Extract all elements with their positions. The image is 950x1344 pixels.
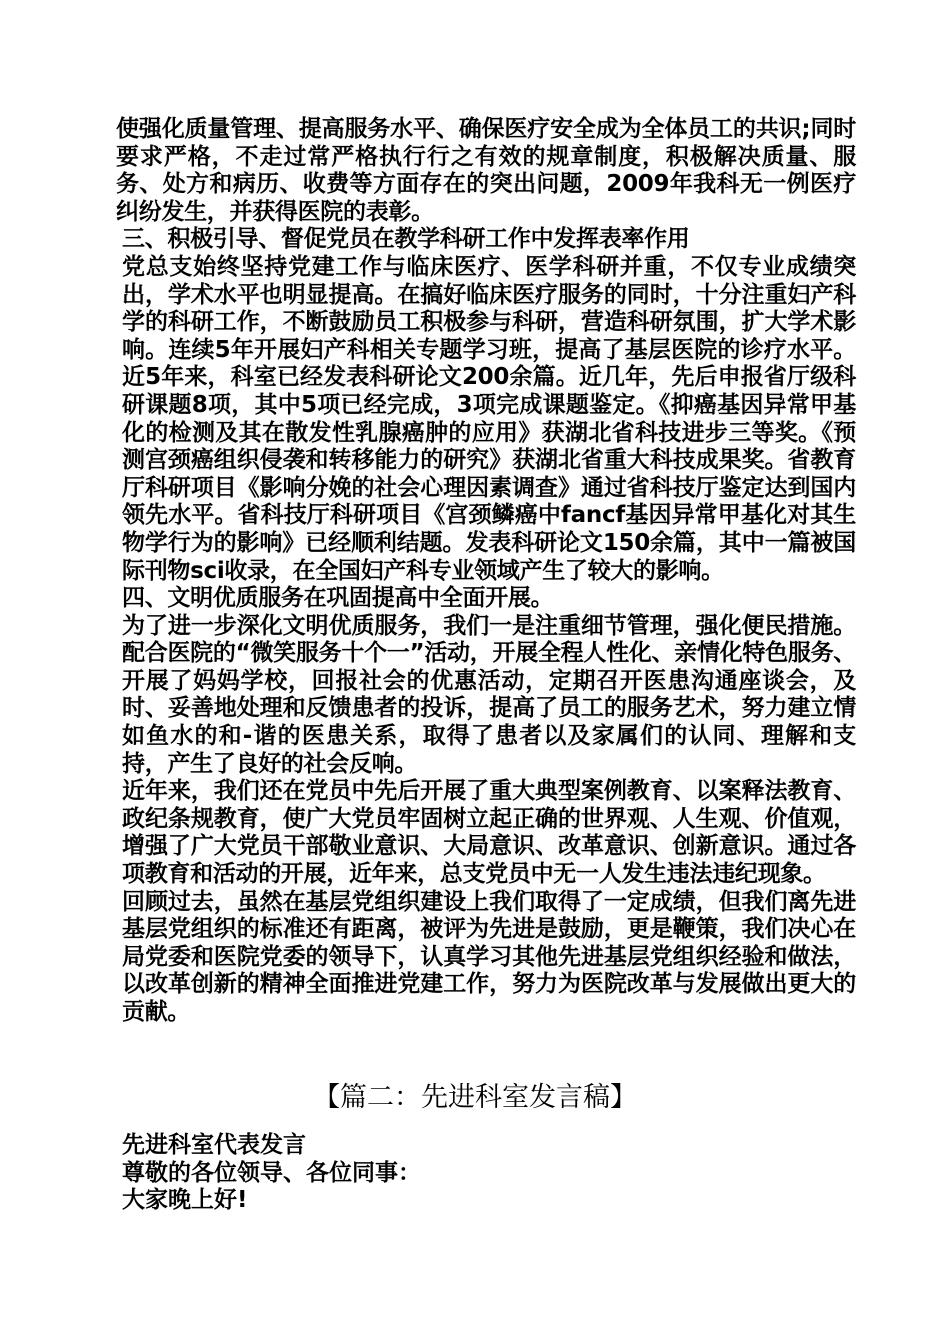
document-body	[116, 116, 856, 1027]
paragraph-education: 近年来，我们还在党员中先后开展了重大典型案例教育、以案释法教育、政纪条规教育，使广大党员牢固树立起正确的世界观、人生观、价值观，增强了广大党员干部敬业意识、大局意识、改革意识、创新意识。通过各项教育和活动的开展，近年来，总支党员中无一人发生违法违纪现象。	[122, 778, 856, 888]
section-title: 【篇二：先进科室发言稿】	[313, 1082, 637, 1113]
paragraph-quality-management: 使强化质量管理、提高服务水平、确保医疗安全成为全体员工的共识;同时要求严格，不走过常严格执行行之有效的规章制度，积极解决质量、服务、处方和病历、收费等方面存在的突出问题，2009年我科无一例医疗纠纷发生，并获得医院的表彰。	[116, 116, 856, 225]
paragraph-review: 回顾过去，虽然在基层党组织建设上我们取得了一定成绩，但我们离先进基层党组织的标准还有距离，被评为先进是鼓励，更是鞭策，我们决心在局党委和医院党委的领导下，认真学习其他先进基层党组织经验和做法，以改革创新的精神全面推进党建工作，努力为医院改革与发展做出更大的贡献。	[122, 888, 856, 1025]
speech-title: 先进科室代表发言	[122, 1132, 306, 1158]
heading-section-three: 三、积极引导、督促党员在教学科研工作中发挥表率作用	[122, 226, 690, 253]
speech-greeting: 大家晚上好!	[122, 1187, 248, 1214]
paragraph-service: 为了进一步深化文明优质服务，我们一是注重细节管理，强化便民措施。配合医院的“微笑服务十个一”活动，开展全程人性化、亲情化特色服务、开展了妈妈学校，回报社会的优惠活动，定期召开医患沟通座谈会，及时、妥善地处理和反馈患者的投诉，提高了员工的服务艺术，努力建立情如鱼水的和-谐的医患关系，取得了患者以及家属们的认同、理解和支持，产生了良好的社会反响。	[122, 612, 856, 777]
heading-section-four: 四、文明优质服务在巩固提高中全面开展。	[122, 585, 554, 612]
speech-salutation: 尊敬的各位领导、各位同事：	[122, 1159, 421, 1186]
paragraph-research: 党总支始终坚持党建工作与临床医疗、医学科研并重，不仅专业成绩突出，学术水平也明显提高。在搞好临床医疗服务的同时，十分注重妇产科学的科研工作，不断鼓励员工积极参与科研，营造科研氛围，扩大学术影响。连续5年开展妇产科相关专题学习班，提高了基层医院的诊疗水平。近5年来，科室已经发表科研论文200余篇。近几年，先后申报省厅级科研课题8项，其中5项已经完成，3项完成课题鉴定。《抑癌基因异常甲基化的检测及其在散发性乳腺癌肿的应用》获湖北省科技进步三等奖。《预测宫颈癌组织侵袭和转移能力的研究》获湖北省重大科技成果奖。省教育厅科研项目《影响分娩的社会心理因素调查》通过省科技厅鉴定达到国内领先水平。省科技厅科研项目《宫颈鳞癌中fancf基因异常甲基化对其生物学行为的影响》已经顺利结题。发表科研论文150余篇，其中一篇被国际刊物sci收录，在全国妇产科专业领域产生了较大的影响。	[122, 253, 856, 584]
speech-opening	[122, 1132, 822, 1215]
